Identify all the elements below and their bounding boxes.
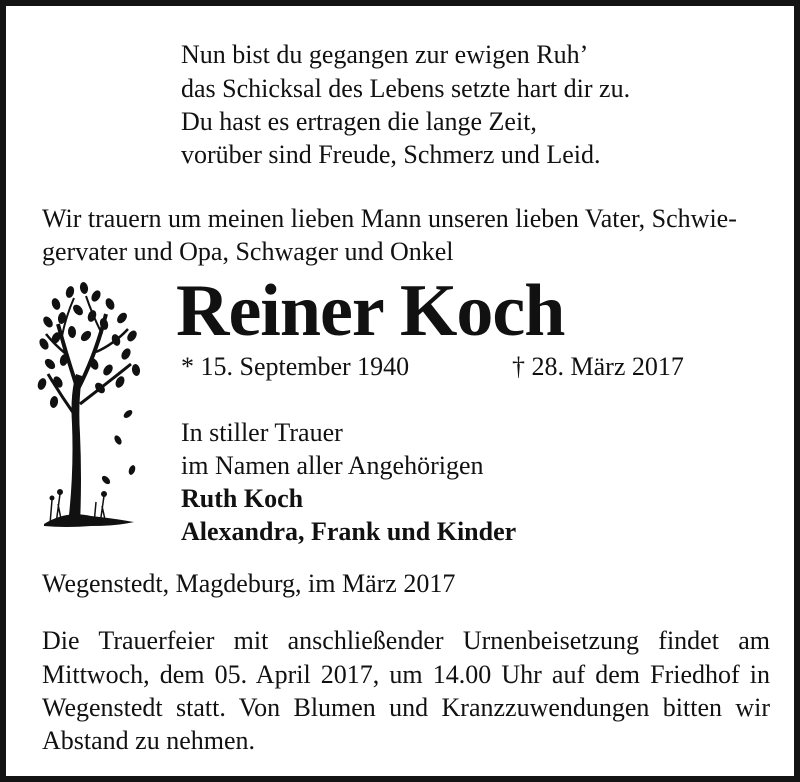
mourning-line-1: In stiller Trauer: [181, 418, 343, 447]
mourner-name-1: Ruth Koch: [181, 484, 304, 513]
poem-line-3: Du hast es ertragen die lange Zeit,: [181, 107, 537, 136]
death-date: † 28. März 2017: [512, 352, 684, 381]
poem-line-4: vorüber sind Freude, Schmerz und Leid.: [181, 140, 601, 169]
funeral-line-4: Abstand zu nehmen.: [42, 726, 256, 755]
funeral-line-2: Mittwoch, dem 05. April 2017, um 14.00 Uhr auf dem Friedhof in: [42, 660, 770, 689]
poem-line-1: Nun bist du gegangen zur ewigen Ruh’: [181, 40, 589, 69]
tree-icon: [36, 274, 146, 539]
mourner-name-2: Alexandra, Frank und Kinder: [181, 517, 517, 546]
place-date: Wegenstedt, Magdeburg, im März 2017: [42, 569, 456, 598]
intro-line-2: gervater und Opa, Schwager und Onkel: [42, 237, 454, 266]
poem-line-2: das Schicksal des Lebens setzte hart dir zu.: [181, 74, 631, 103]
deceased-name: Reiner Koch: [176, 270, 565, 352]
intro-line-1: Wir trauern um meinen lieben Mann unseren lieben Vater, Schwie-: [42, 204, 737, 233]
birth-date: * 15. September 1940: [181, 352, 410, 381]
funeral-line-3: Wegenstedt statt. Von Blumen und Kranzzuwendungen bitten wir: [42, 693, 770, 722]
mourning-line-2: im Namen aller Angehörigen: [181, 451, 484, 480]
funeral-line-1: Die Trauerfeier mit anschließender Urnenbeisetzung findet am: [42, 626, 770, 655]
